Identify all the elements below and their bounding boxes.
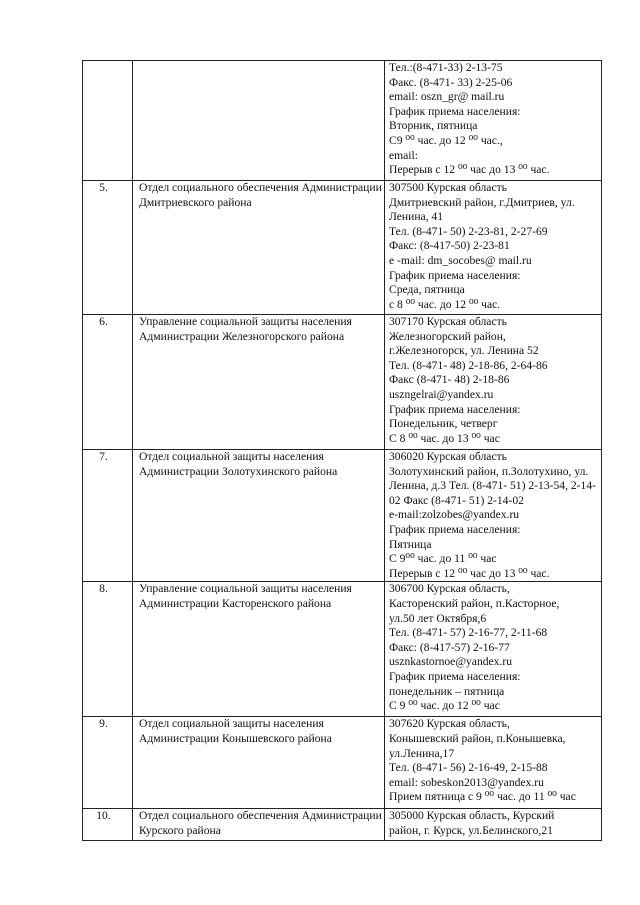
row-number-cell xyxy=(83,61,133,181)
table-row xyxy=(83,717,602,809)
table-row xyxy=(83,315,602,450)
row-number-cell: 6. xyxy=(83,315,133,450)
organization-cell: Отдел социального обеспечения Администрации Дмитриевского района xyxy=(133,181,385,315)
organization-cell: Управление социальной защиты населения Администрации Касторенского района xyxy=(133,582,385,717)
row-number-cell: 8. xyxy=(83,582,133,717)
row-number-cell: 7. xyxy=(83,450,133,582)
contact-cell: 307500 Курская область Дмитриевский район, г.Дмитриев, ул. Ленина, 41 Тел. (8-471- 50) 2-23-81, 2-27-69 Факс: (8-417-50) 2-23-81 e -mail: dm_socobes@ mail.ru График приема населения: Среда, пятница с 8 ⁰⁰ час. до 12 ⁰⁰ час. xyxy=(385,181,602,315)
social-services-table xyxy=(82,60,602,841)
contact-cell: Тел.:(8-471-33) 2-13-75 Факс. (8-471- 33) 2-25-06 email: oszn_gr@ mail.ru График приема населения: Вторник, пятница С9 ⁰⁰ час. до 12 ⁰⁰ час., email: Перерыв с 12 ⁰⁰ час до 13 ⁰⁰ час. xyxy=(385,61,602,181)
row-number-cell: 10. xyxy=(83,809,133,841)
organization-cell: Управление социальной защиты населения Администрации Железногорского района xyxy=(133,315,385,450)
row-number-cell: 5. xyxy=(83,181,133,315)
contact-cell: 307170 Курская область Железногорский район, г.Железногорск, ул. Ленина 52 Тел. (8-471- 48) 2-18-86, 2-64-86 Факс (8-471- 48) 2-18-86 uszngelrai@yandex.ru График приема населения: Понедельник, четверг С 8 ⁰⁰ час. до 13 ⁰⁰ час xyxy=(385,315,602,450)
table-row xyxy=(83,181,602,315)
contact-cell: 305000 Курская область, Курский район, г. Курск, ул.Белинского,21 xyxy=(385,809,602,841)
row-number-cell: 9. xyxy=(83,717,133,809)
organization-cell: Отдел социальной защиты населения Администрации Конышевского района xyxy=(133,717,385,809)
contact-cell: 306700 Курская область, Касторенский район, п.Касторное, ул.50 лет Октября,6 Тел. (8-471- 57) 2-16-77, 2-11-68 Факс: (8-417-57) 2-16-77 usznkastornoe@yandex.ru График приема населения: понедельник – пятница С 9 ⁰⁰ час. до 12 ⁰⁰ час xyxy=(385,582,602,717)
table-row xyxy=(83,61,602,181)
organization-cell: Отдел социальной защиты населения Администрации Золотухинского района xyxy=(133,450,385,582)
table-row xyxy=(83,450,602,582)
organization-cell xyxy=(133,61,385,181)
organization-cell: Отдел социального обеспечения Администрации Курского района xyxy=(133,809,385,841)
contact-cell: 307620 Курская область, Конышевский район, п.Конышевка, ул.Ленина,17 Тел. (8-471- 56) 2-16-49, 2-15-88 email: sobeskon2013@yandex.ru Прием пятница с 9 ⁰⁰ час. до 11 ⁰⁰ час xyxy=(385,717,602,809)
table-row xyxy=(83,809,602,841)
contact-cell: 306020 Курская область Золотухинский район, п.Золотухино, ул. Ленина, д.3 Тел. (8-471- 51) 2-13-54, 2-14-02 Факс (8-471- 51) 2-14-02 e-mail:zolzobes@yandex.ru График приема населения: Пятница С 9⁰⁰ час. до 11 ⁰⁰ час Перерыв с 12 ⁰⁰ час до 13 ⁰⁰ час. xyxy=(385,450,602,582)
table-row xyxy=(83,582,602,717)
